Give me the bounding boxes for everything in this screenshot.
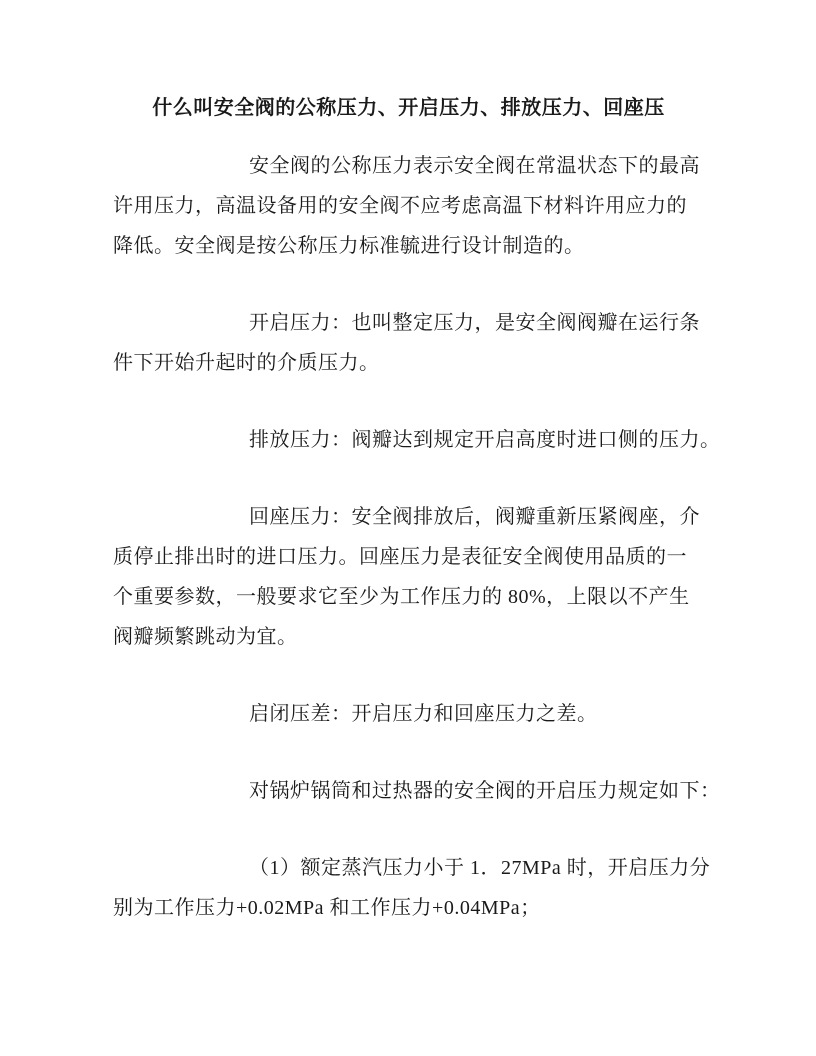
paragraph-first-line: 开启压力：也叫整定压力，是安全阀阀瓣在运行条: [249, 312, 700, 334]
paragraph-line: 别为工作压力+0.02MPa 和工作压力+0.04MPa；: [113, 897, 541, 919]
paragraph: [113, 146, 704, 266]
paragraph: [113, 771, 721, 811]
paragraph-line: 件下开始升起时的介质压力。: [113, 352, 380, 374]
document-body: [113, 146, 721, 928]
paragraph-line: 许用压力，高温设备用的安全阀不应考虑高温下材料许用应力的: [113, 195, 687, 217]
paragraph-first-line: 回座压力：安全阀排放后，阀瓣重新压紧阀座，介: [249, 506, 700, 528]
paragraph-first-line: 安全阀的公称压力表示安全阀在常温状态下的最高: [249, 155, 700, 177]
paragraph-first-line: 启闭压差：开启压力和回座压力之差。: [249, 703, 598, 725]
paragraph: [113, 694, 704, 734]
paragraph-line: 个重要参数，一般要求它至少为工作压力的 80%，上限以不产生: [113, 586, 690, 608]
paragraph: [113, 497, 704, 657]
paragraph-line: 降低。安全阀是按公称压力标准毓进行设计制造的。: [113, 235, 585, 257]
document-title: 什么叫安全阀的公称压力、开启压力、排放压力、回座压: [152, 97, 665, 119]
paragraph-first-line: （1）额定蒸汽压力小于 1．27MPa 时，开启压力分: [249, 857, 711, 879]
paragraph-line: 阀瓣频繁跳动为宜。: [113, 626, 298, 648]
paragraph-first-line: 对锅炉锅筒和过热器的安全阀的开启压力规定如下：: [249, 780, 721, 802]
paragraph-line: 质停止排出时的进口压力。回座压力是表征安全阀使用品质的一: [113, 546, 687, 568]
paragraph: [113, 848, 711, 928]
paragraph: [113, 420, 721, 460]
paragraph: [113, 303, 704, 383]
paragraph-first-line: 排放压力：阀瓣达到规定开启高度时进口侧的压力。: [249, 429, 721, 451]
